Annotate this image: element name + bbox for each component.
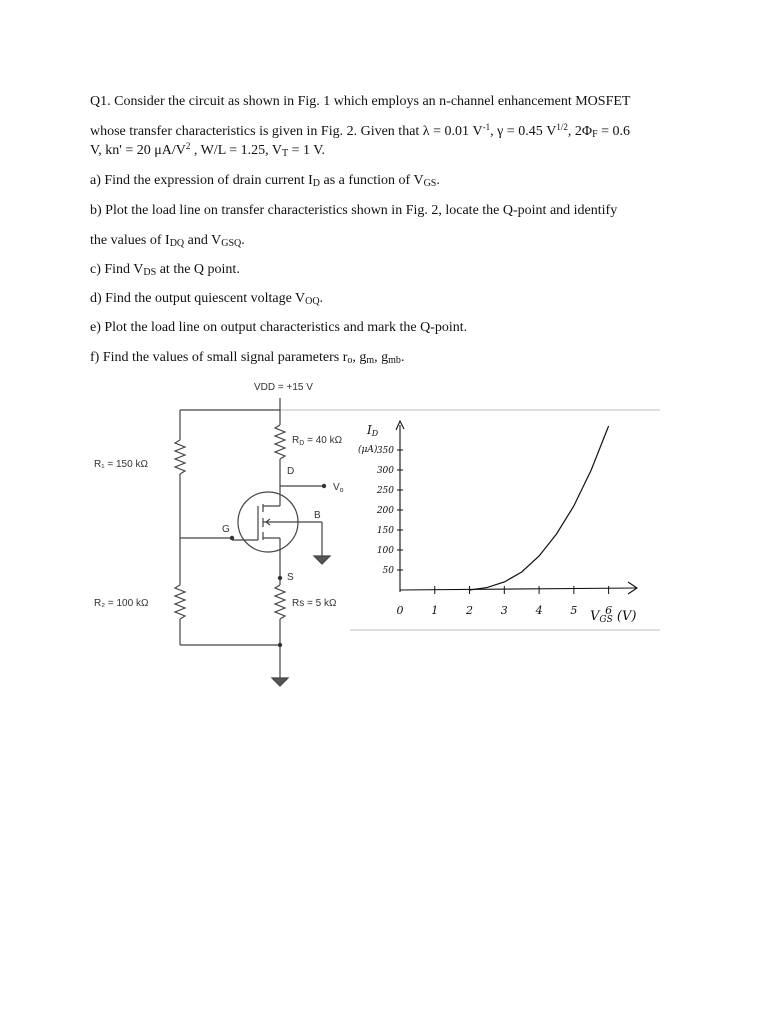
question-part-d: d) Find the output quiescent voltage $V_{OQ}$.: [90, 291, 324, 307]
x-tick-label: 3: [500, 604, 508, 617]
y-tick-label: 100: [376, 546, 394, 556]
r1-resistor: [175, 440, 185, 474]
y-tick-label: 350: [376, 446, 394, 456]
y-tick-label: 150: [376, 526, 394, 536]
y-axis-label: ID: [367, 423, 379, 438]
question-part-f: f) Find the values of small signal parameters $r_o$, $g_m$, $g_{mb}$.: [90, 350, 405, 366]
question-part-c: c) Find $V_{DS}$ at the Q point.: [90, 262, 240, 278]
vo-node: [322, 484, 326, 488]
x-axis-label: VGS (V): [590, 609, 637, 625]
rs-resistor: [275, 585, 285, 619]
ground-symbols: [272, 556, 330, 686]
x-tick-label: 4: [535, 604, 543, 617]
x-tick-label: 6: [605, 604, 613, 617]
r1-label: R₁ = 150 kΩ: [94, 459, 148, 470]
question-part-b-line-2: the values of $I_{DQ}$ and $V_{GSQ}$.: [90, 233, 245, 249]
bottom-node: [278, 643, 282, 647]
x-axis: [400, 588, 636, 590]
question-part-e: e) Plot the load line on output characteristics and mark the Q-point.: [90, 320, 468, 335]
drain-label: D: [287, 466, 295, 477]
rs-label: Rs = 5 kΩ: [292, 598, 337, 609]
body-ground-icon: [314, 556, 330, 564]
r2-label: R₂ = 100 kΩ: [94, 598, 149, 609]
bottom-ground-icon: [272, 678, 288, 686]
y-ticks: [376, 446, 403, 576]
question-intro-line-2: whose transfer characteristics is given in Fig. 2. Given that λ = 0.01 $V^{-1}$, γ = 0.45 $V^{1/2}$, $2\Phi_F = 0.6$: [90, 122, 631, 140]
source-node: [278, 576, 282, 580]
x-tick-label: 2: [466, 604, 474, 617]
y-tick-label: 50: [382, 566, 394, 576]
gate-label: G: [222, 524, 230, 535]
circuit-diagram: [175, 398, 660, 678]
vo-label: $V_o$: [333, 482, 344, 494]
rd-resistor: [275, 425, 285, 459]
source-label: S: [287, 572, 294, 583]
question-intro-line-1: Q1. Consider the circuit as shown in Fig. 1 which employs an n-channel enhancement MOSFET: [90, 94, 631, 109]
transfer-characteristic-chart: [358, 421, 637, 625]
y-axis-unit: (μA): [358, 445, 378, 455]
question-part-a: a) Find the expression of drain current $I_D$ as a function of $V_{GS}$.: [90, 173, 440, 189]
body-label: B: [314, 510, 321, 521]
series-curve: [470, 426, 609, 590]
circuit-nodes: [230, 484, 326, 647]
x-tick-label: 1: [431, 604, 439, 617]
rd-label: $R_D = 40$ kΩ: [292, 435, 343, 447]
x-tick-label: 5: [570, 604, 578, 617]
x-ticks: [397, 586, 613, 617]
y-tick-label: 300: [376, 466, 394, 476]
x-tick-label: 0: [396, 604, 404, 617]
gate-node: [230, 536, 234, 540]
figures: [90, 370, 670, 690]
r2-resistor: [175, 585, 185, 619]
question-intro-line-3: V, kn' = 20 $\mu A/V^2$ , W/L = 1.25, $V_T = 1$ V.: [90, 141, 326, 159]
y-tick-label: 200: [376, 506, 394, 516]
vdd-label: VDD = +15 V: [254, 382, 313, 393]
y-tick-label: 250: [376, 486, 394, 496]
question-part-b-line-1: b) Plot the load line on transfer characteristics shown in Fig. 2, locate the Q-point and identify: [90, 203, 618, 218]
